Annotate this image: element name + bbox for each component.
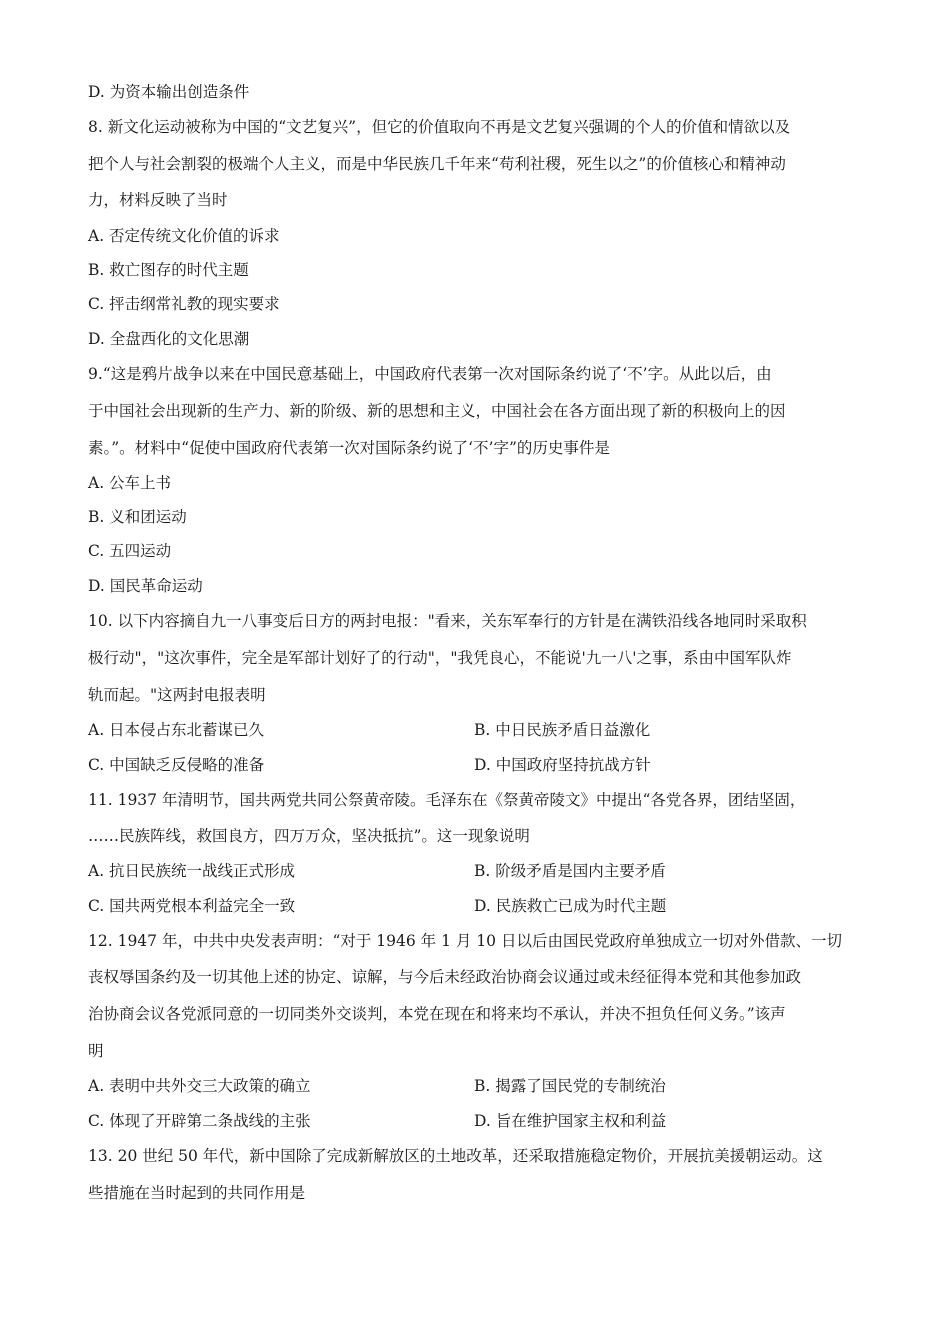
q10-stem-line-1: 10. 以下内容摘自九一八事变后日方的两封电报："看来，关东军奉行的方针是在满铁沿线各地同时采取积 bbox=[88, 612, 807, 630]
q11-option-a: A. 抗日民族统一战线正式形成 bbox=[88, 862, 296, 880]
q12-option-d: D. 旨在维护国家主权和利益 bbox=[474, 1112, 667, 1130]
q10-option-a: A. 日本侵占东北蓄谋已久 bbox=[88, 721, 265, 739]
q11-stem-line-2: ……民族阵线，救国良方，四万万众，坚决抵抗”。这一现象说明 bbox=[88, 827, 530, 845]
q10-option-b: B. 中日民族矛盾日益激化 bbox=[474, 721, 651, 739]
q10-option-d: D. 中国政府坚持抗战方针 bbox=[474, 756, 651, 774]
q9-option-c: C. 五四运动 bbox=[88, 542, 172, 560]
q11-option-c: C. 国共两党根本利益完全一致 bbox=[88, 897, 296, 915]
q9-stem-line-2: 于中国社会出现新的生产力、新的阶级、新的思想和主义，中国社会在各方面出现了新的积极向上的因 bbox=[88, 402, 786, 420]
q8-stem-line-1: 8. 新文化运动被称为中国的“文艺复兴”，但它的价值取向不再是文艺复兴强调的个人的价值和情欲以及 bbox=[88, 118, 791, 136]
q11-stem-line-1: 11. 1937 年清明节，国共两党共同公祭黄帝陵。毛泽东在《祭黄帝陵文》中提出“各党各界，团结坚固， bbox=[88, 791, 806, 809]
q11-option-d: D. 民族救亡已成为时代主题 bbox=[474, 897, 667, 915]
q12-stem-line-2: 丧权辱国条约及一切其他上述的协定、谅解，与今后未经政治协商会议通过或未经征得本党和其他参加政 bbox=[88, 968, 802, 986]
q13-stem-line-1: 13. 20 世纪 50 年代，新中国除了完成新解放区的土地改革，还采取措施稳定物价，开展抗美援朝运动。这 bbox=[88, 1147, 823, 1165]
q8-option-d: D. 全盘西化的文化思潮 bbox=[88, 330, 250, 348]
q10-stem-line-2: 极行动"，"这次事件，完全是军部计划好了的行动"，"我凭良心，不能说'九一八'之事，系由中国军队炸 bbox=[88, 649, 792, 667]
q8-stem-line-2: 把个人与社会割裂的极端个人主义，而是中华民族几千年来“苟利社稷，死生以之”的价值核心和精神动 bbox=[88, 155, 786, 173]
q11-option-b: B. 阶级矛盾是国内主要矛盾 bbox=[474, 862, 666, 880]
q10-option-c: C. 中国缺乏反侵略的准备 bbox=[88, 756, 265, 774]
q12-option-a: A. 表明中共外交三大政策的确立 bbox=[88, 1077, 311, 1095]
q12-stem-line-1: 12. 1947 年，中共中央发表声明：“对于 1946 年 1 月 10 日以后由国民党政府单独成立一切对外借款、一切 bbox=[88, 932, 842, 950]
q8-stem-line-3: 力，材料反映了当时 bbox=[88, 191, 228, 209]
q12-stem-line-3: 治协商会议各党派同意的一切同类外交谈判，本党在现在和将来均不承认，并决不担负任何义务。”该声 bbox=[88, 1005, 786, 1023]
q9-option-d: D. 国民革命运动 bbox=[88, 577, 203, 595]
q9-stem-line-3: 素。”。材料中“促使中国政府代表第一次对国际条约说了‘不’字”的历史事件是 bbox=[88, 439, 610, 457]
q12-stem-line-4: 明 bbox=[88, 1042, 104, 1060]
q8-option-b: B. 救亡图存的时代主题 bbox=[88, 261, 249, 279]
q8-option-a: A. 否定传统文化价值的诉求 bbox=[88, 227, 280, 245]
q12-option-c: C. 体现了开辟第二条战线的主张 bbox=[88, 1112, 311, 1130]
q12-option-b: B. 揭露了国民党的专制统治 bbox=[474, 1077, 666, 1095]
q8-option-c: C. 抨击纲常礼教的现实要求 bbox=[88, 295, 280, 313]
q9-option-b: B. 义和团运动 bbox=[88, 508, 187, 526]
q13-stem-line-2: 些措施在当时起到的共同作用是 bbox=[88, 1184, 306, 1202]
q9-option-a: A. 公车上书 bbox=[88, 474, 172, 492]
q7-option-d: D. 为资本输出创造条件 bbox=[88, 83, 250, 101]
q10-stem-line-3: 轨而起。"这两封电报表明 bbox=[88, 686, 266, 704]
q9-stem-line-1: 9.“这是鸦片战争以来在中国民意基础上，中国政府代表第一次对国际条约说了‘不’字。从此以后，由 bbox=[88, 365, 772, 383]
